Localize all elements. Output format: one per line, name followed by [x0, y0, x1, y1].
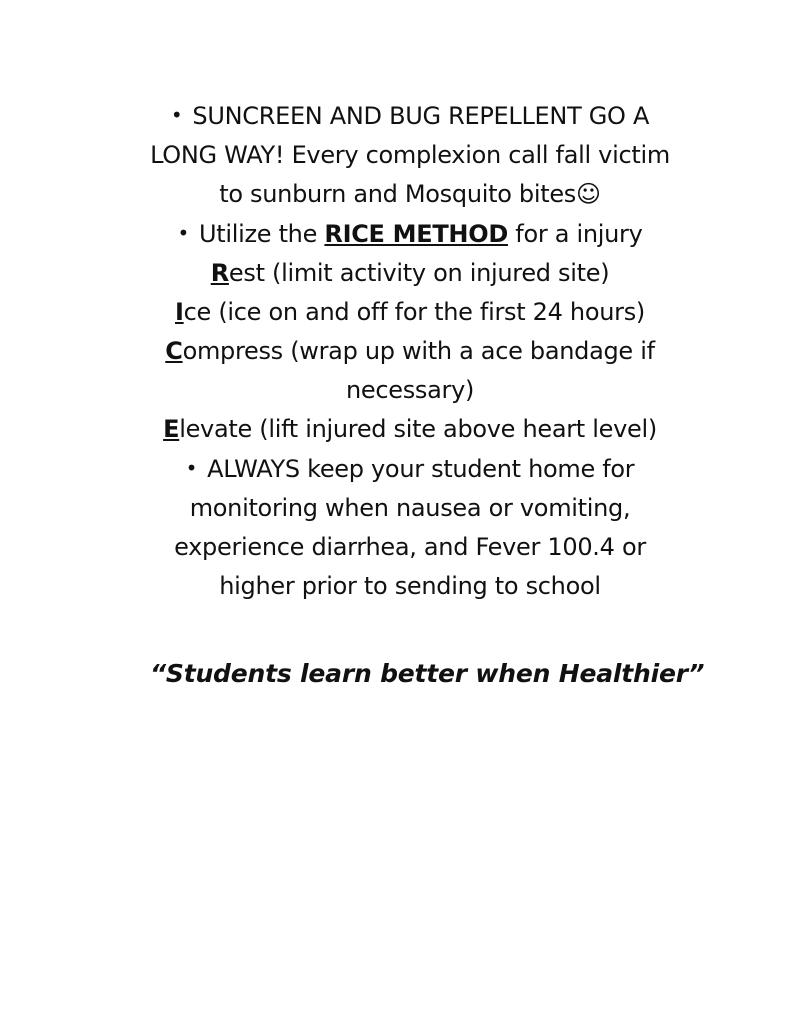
rice-ice-text: ce (ice on and off for the first 24 hours): [183, 298, 645, 326]
motto-quote: “Students learn better when Healthier”: [150, 659, 705, 688]
rice-intro-before: Utilize the: [199, 220, 318, 248]
sunscreen-line-3: [110, 175, 710, 214]
always-line-2: monitoring when nausea or vomiting,: [189, 494, 631, 522]
sunscreen-line-1: [110, 96, 710, 136]
rice-rest-letter: R: [210, 259, 229, 287]
rice-compress-line: [110, 332, 710, 371]
sunscreen-text-3: to sunburn and Mosquito bites: [219, 180, 577, 208]
rice-compress-line-2: necessary): [345, 376, 475, 404]
smiley-icon: ☺: [576, 180, 601, 208]
rice-rest-line: [110, 254, 710, 293]
sunscreen-text-1: SUNCREEN AND BUG REPELLENT GO A: [192, 102, 650, 130]
rice-intro-line: [110, 214, 710, 254]
rice-elevate-letter: E: [163, 415, 180, 443]
rice-elevate-text: levate (lift injured site above heart level): [179, 415, 657, 443]
rice-method-label: RICE METHOD: [324, 220, 508, 248]
rice-ice-letter: I: [175, 298, 184, 326]
bullet-icon: •: [170, 103, 183, 127]
tips-list: [110, 96, 710, 606]
sunscreen-line-2: LONG WAY! Every complexion call fall victim: [150, 141, 670, 169]
always-line-3: experience diarrhea, and Fever 100.4 or: [174, 533, 646, 561]
always-line-4: higher prior to sending to school: [219, 572, 601, 600]
rice-rest-text: est (limit activity on injured site): [228, 259, 610, 287]
always-text-1: ALWAYS keep your student home for: [207, 455, 635, 483]
rice-intro-after: for a injury: [515, 220, 643, 248]
always-line-1: [110, 449, 710, 489]
bullet-icon: •: [185, 456, 198, 480]
rice-ice-line: [110, 293, 710, 332]
rice-compress-text: ompress (wrap up with a ace bandage if: [182, 337, 655, 365]
rice-compress-letter: C: [165, 337, 183, 365]
bullet-icon: •: [177, 221, 189, 245]
rice-elevate-line: [110, 410, 710, 449]
